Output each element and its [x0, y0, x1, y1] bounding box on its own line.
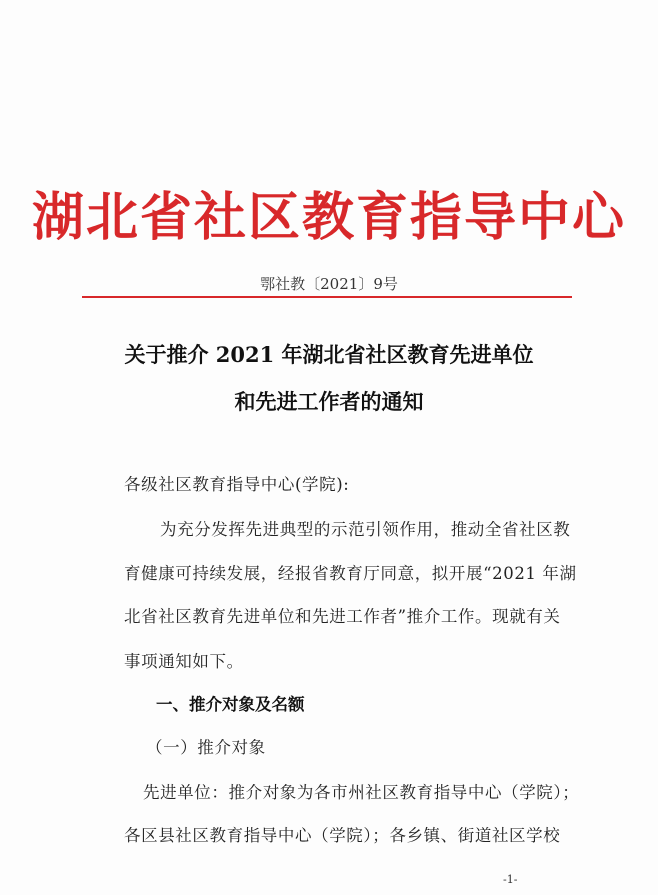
document-title-line-1: 关于推介 2021 年湖北省社区教育先进单位: [124, 342, 534, 367]
paragraph-line: 北省社区教育先进单位和先进工作者”推介工作。现就有关: [124, 607, 561, 626]
salutation: 各级社区教育指导中心(学院):: [124, 475, 350, 494]
document-number: 鄂社教〔2021〕9号: [260, 275, 398, 293]
paragraph-line: 各区县社区教育指导中心（学院）；各乡镇、街道社区学校: [124, 826, 561, 845]
paragraph-line: 为充分发挥先进典型的示范引领作用，推动全省社区教: [160, 520, 571, 539]
document-title-line-2: 和先进工作者的通知: [234, 389, 424, 414]
paragraph-line: 事项通知如下。: [124, 652, 244, 671]
paragraph-line: 育健康可持续发展，经报省教育厅同意，拟开展“2021 年湖: [124, 564, 577, 583]
page-number: -1-: [503, 873, 518, 886]
section-heading: 一、推介对象及名额: [156, 695, 305, 714]
organization-header: 湖北省社区教育指导中心: [31, 187, 626, 248]
red-divider-line: [82, 296, 572, 298]
subsection-heading: （一）推介对象: [146, 738, 266, 757]
paragraph-line: 先进单位：推介对象为各市州社区教育指导中心（学院）；: [143, 783, 580, 802]
